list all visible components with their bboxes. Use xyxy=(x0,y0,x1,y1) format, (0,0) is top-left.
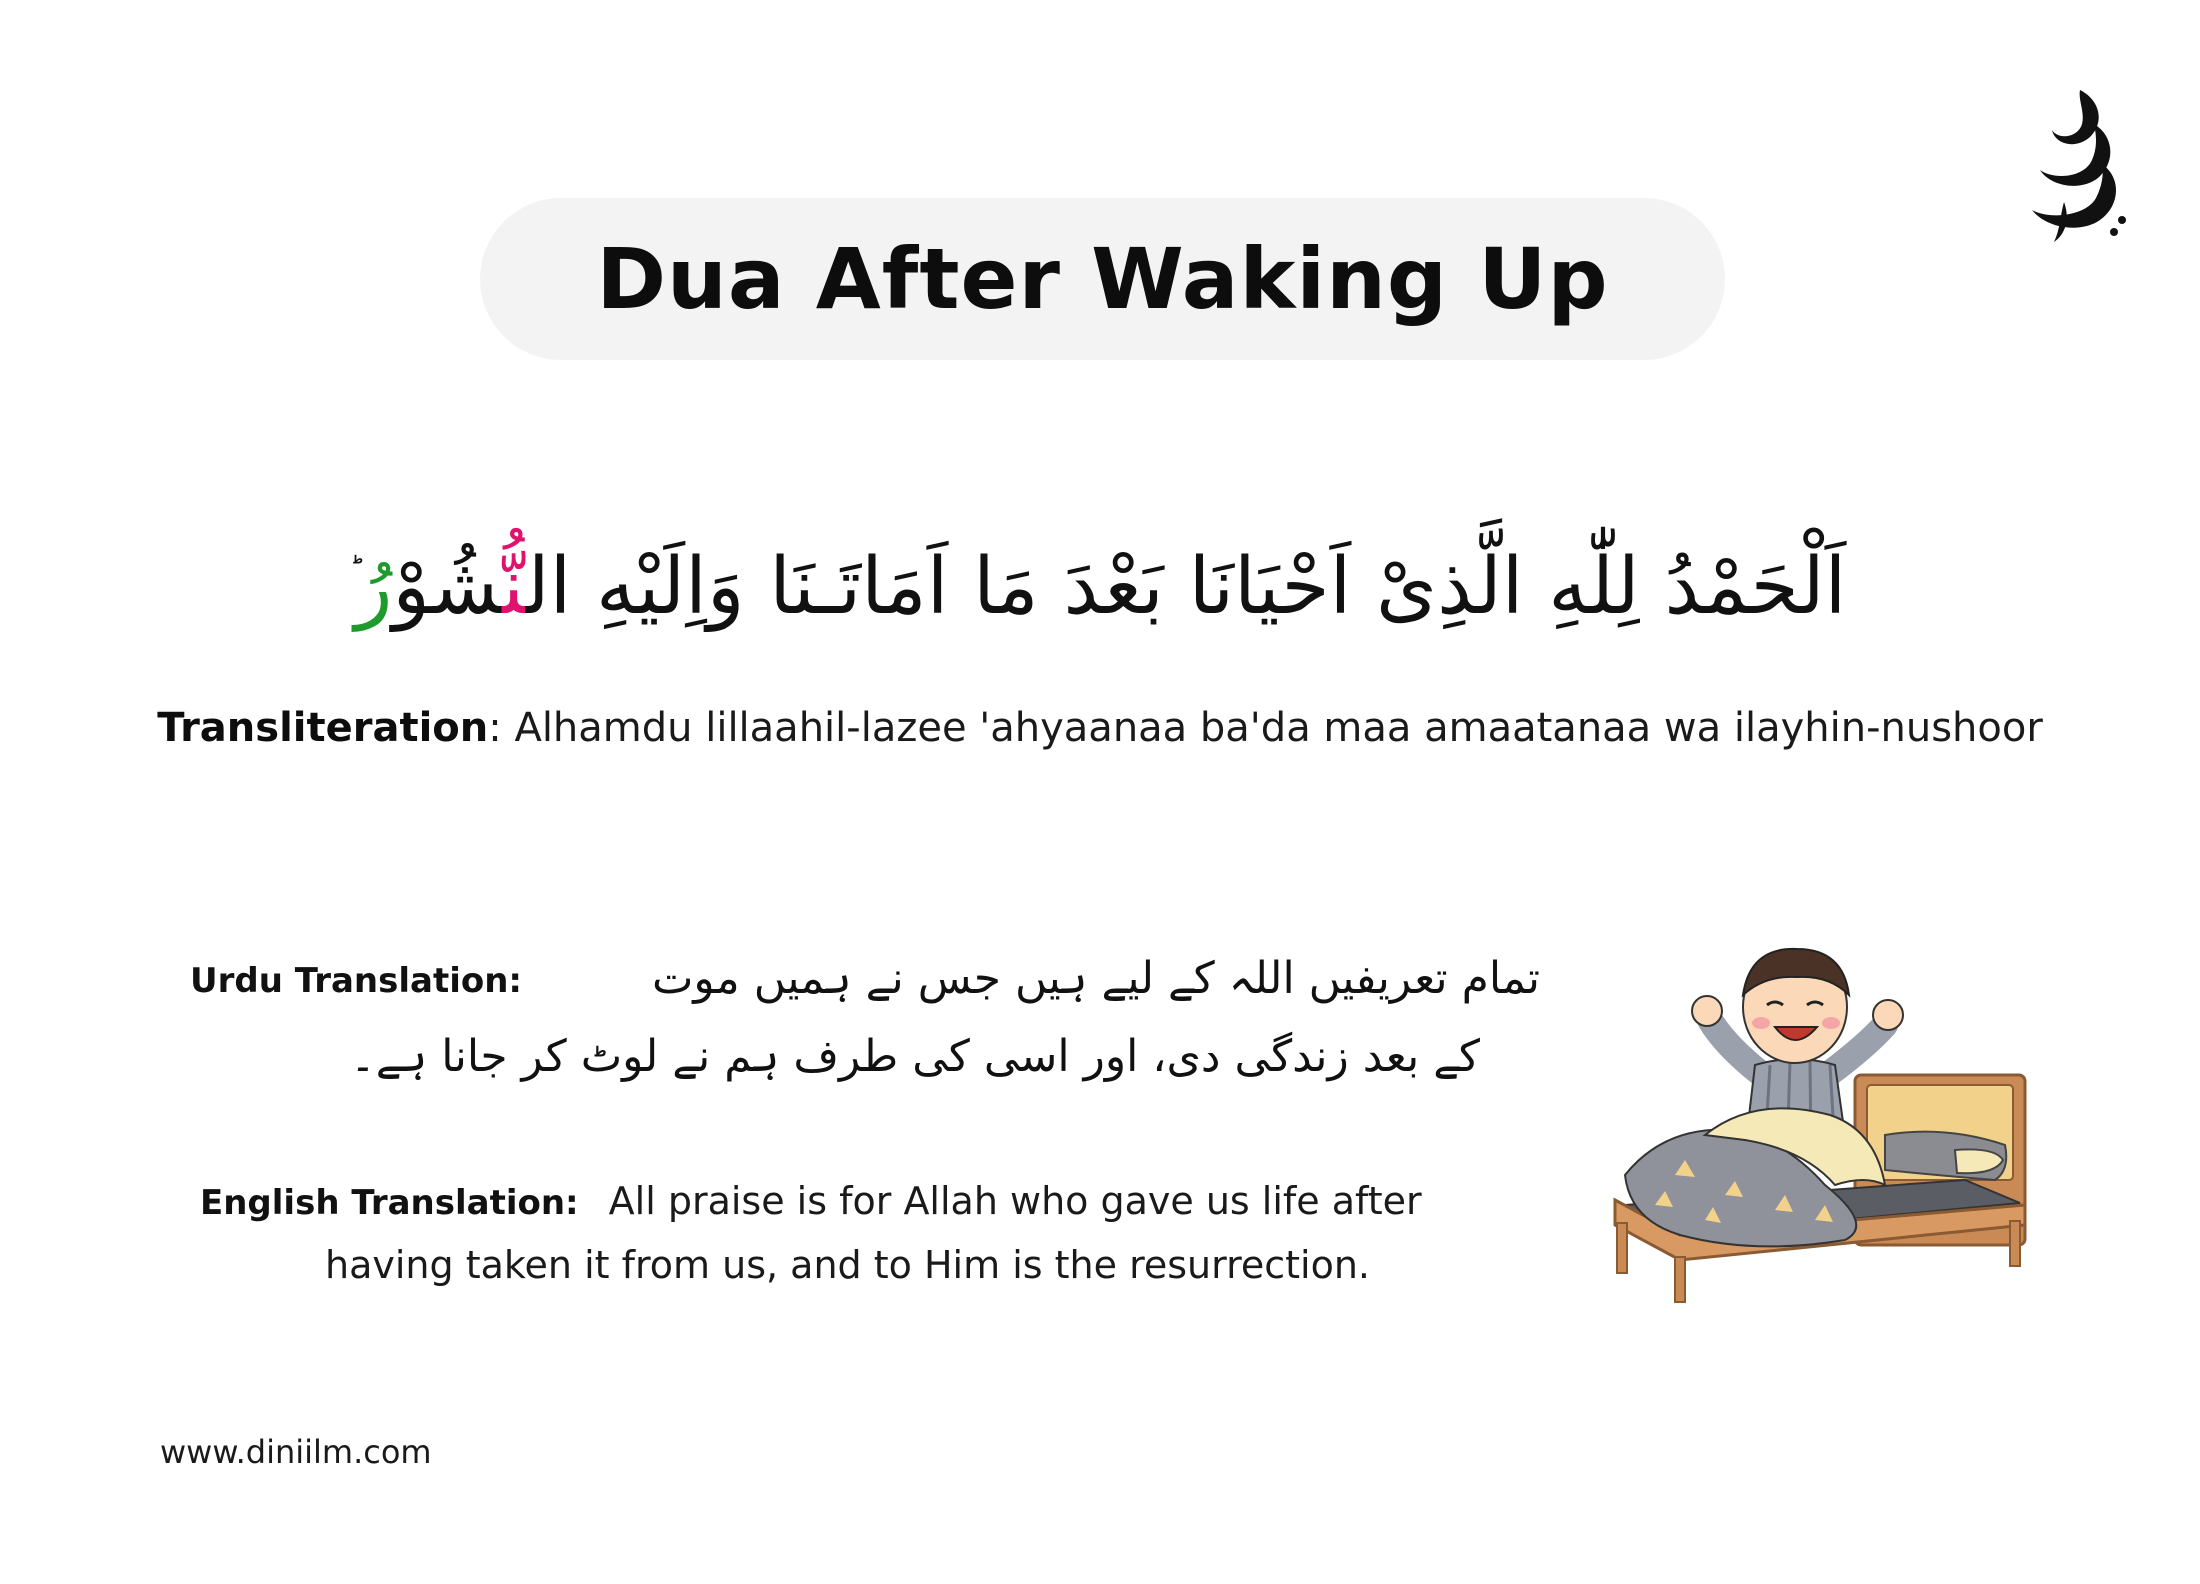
website-url[interactable]: www.diniilm.com xyxy=(160,1433,432,1471)
page-title: Dua After Waking Up xyxy=(596,230,1609,328)
calligraphy-logo-icon xyxy=(2010,82,2128,247)
urdu-translation-line2: کے بعد زندگی دی، اور اسی کی طرف ہم نے لوٹ کر جانا ہے۔ xyxy=(349,1031,1480,1082)
english-translation-line2: having taken it from us, and to Him is the resurrection. xyxy=(325,1243,1370,1287)
transliteration-text: : Alhamdu lillaahil-lazee 'ahyaanaa ba'da maa amaatanaa wa ilayhin-nushoor xyxy=(488,705,2043,751)
english-translation-label: English Translation: xyxy=(200,1183,579,1223)
transliteration-label: Transliteration xyxy=(157,705,489,751)
arabic-dua-rest: شُوْ xyxy=(392,542,503,632)
urdu-translation-line1: تمام تعریفیں اللہ کے لیے ہیں جس نے ہمیں موت xyxy=(652,953,1540,1004)
urdu-translation xyxy=(270,940,1540,1096)
title-banner xyxy=(480,198,1725,360)
arabic-highlight-pink: نُّ xyxy=(502,542,526,632)
english-translation-line1: All praise is for Allah who gave us life after xyxy=(608,1179,1422,1223)
transliteration xyxy=(100,700,2100,756)
arabic-dua xyxy=(150,505,2045,645)
urdu-translation-label: Urdu Translation: xyxy=(190,961,523,1001)
arabic-dua-main: اَلْحَمْدُ لِلّٰهِ الَّذِىْ اَحْيَانَا بَعْدَ مَا اَمَاتَـنَا وَاِلَيْهِ ال xyxy=(525,542,1847,632)
english-translation-row1 xyxy=(200,1170,1520,1234)
boy-waking-up-in-bed-illustration xyxy=(1585,935,2045,1305)
english-translation xyxy=(200,1170,1520,1296)
arabic-highlight-green: رُ xyxy=(354,542,393,632)
